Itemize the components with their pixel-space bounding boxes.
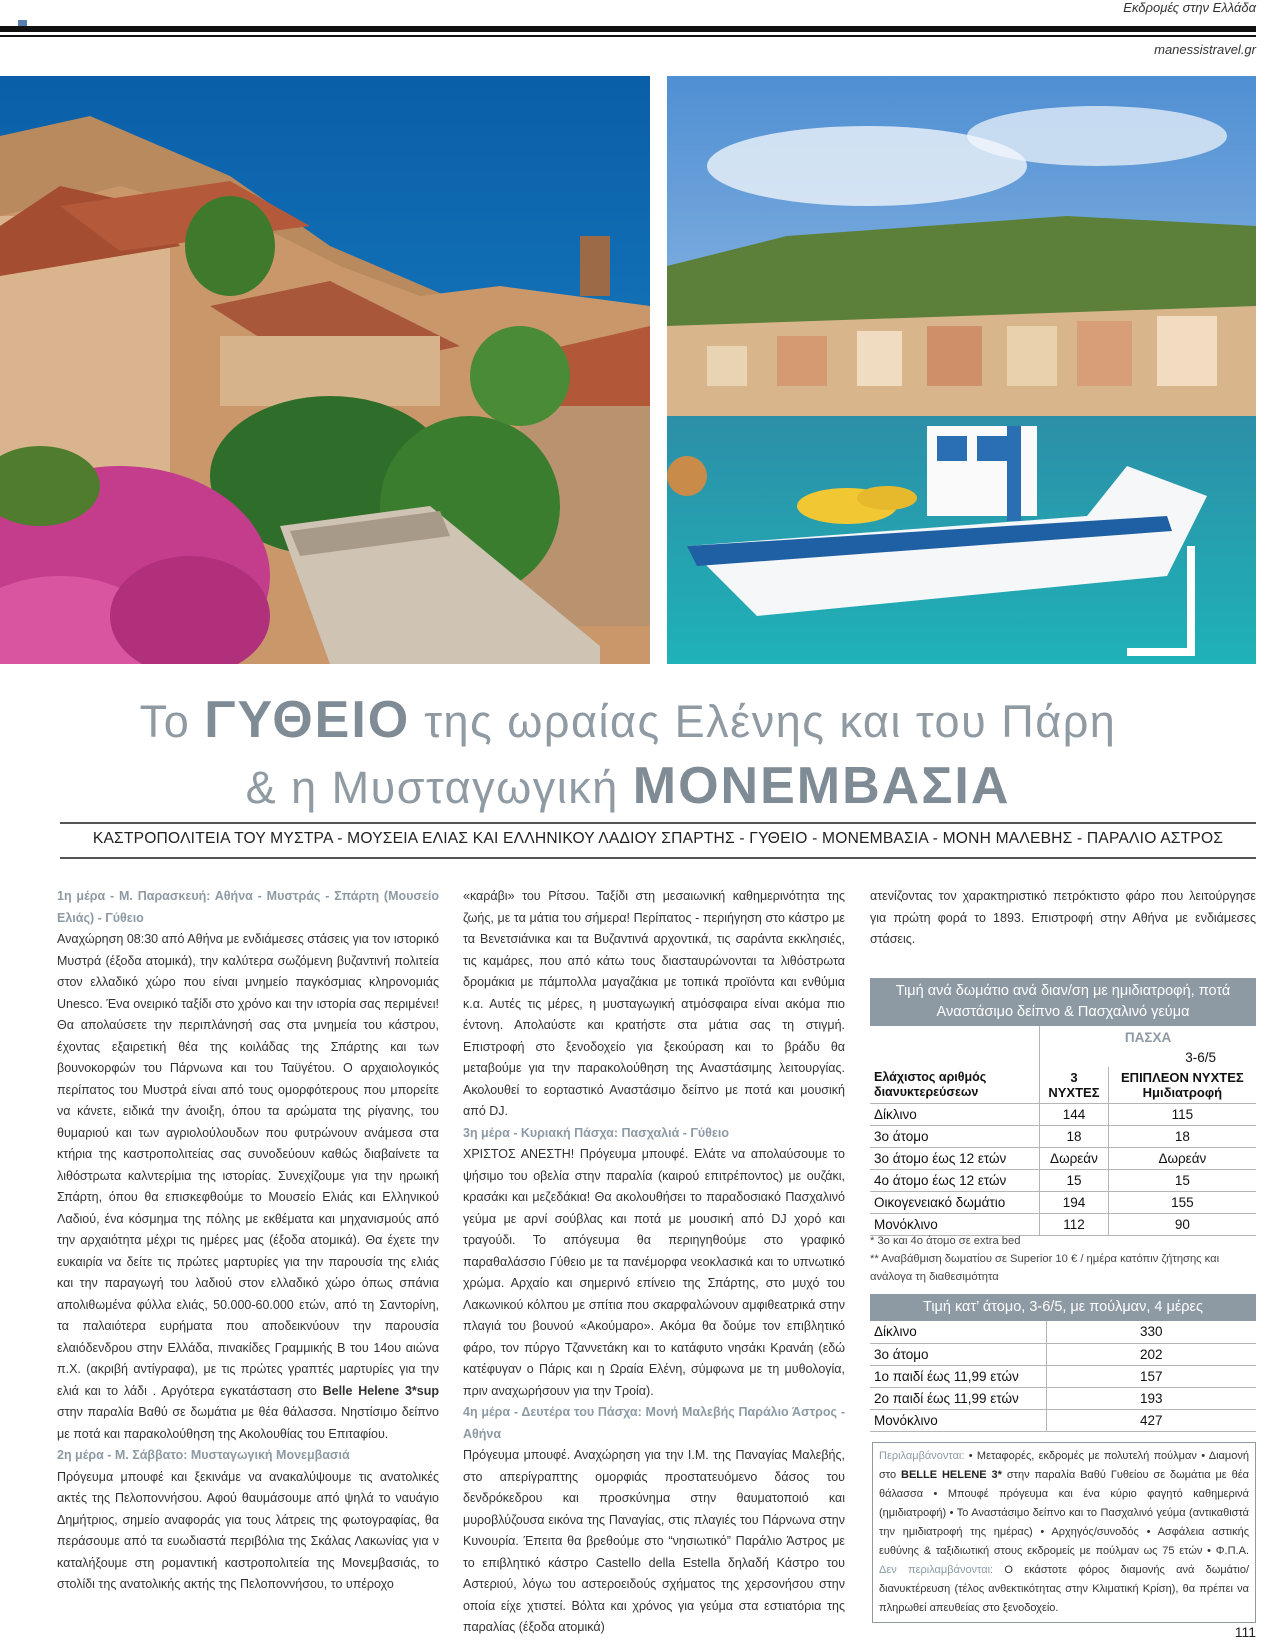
inclusions-text-b: στην παραλία Βαθύ Γυθείου σε δωμάτια με θέα θάλασσα • Μπουφέ πρόγευμα και ένα κύριο φαγητό καθημερινά (ημιδιατροφή) • Το Αναστάσιμο δείπνο και το Πασχαλινό γεύμα (αντικαθιστά την ημιδιατροφή της ημέρας) • Αρχηγός/συνοδός • Ασφάλεια αστικής ευθύνης & ταξιδιωτική στους εκδρομείς με πούλμαν ως 75 ετών • Φ.Π.Α.: [879, 1469, 1250, 1557]
price-row-value: 193: [1046, 1387, 1256, 1409]
headline-line-1-post: της ωραίας Ελένης και του Πάρη: [410, 696, 1117, 747]
subhead-rule-top: [60, 822, 1256, 824]
price-row-extra-night: 90: [1108, 1213, 1256, 1235]
subhead-destinations: ΚΑΣΤΡΟΠΟΛΙΤΕΙΑ ΤΟΥ ΜΥΣΤΡΑ - ΜΟΥΣΕΙΑ ΕΛΙΑΣ ΚΑΙ ΕΛΛΗΝΙΚΟΥ ΛΑΔΙΟΥ ΣΠΑΡΤΗΣ - ΓΥΘΕΙΟ - ΜΟΝΕΜΒΑΣΙΑ - ΜΟΝΗ ΜΑΛΕΒΗΣ - ΠΑΡΑΛΙΟ ΑΣΤΡΟΣ: [92, 830, 1224, 847]
price-row-3-nights: 18: [1040, 1125, 1109, 1147]
price-row-3-nights: 15: [1040, 1169, 1109, 1191]
subhead-rule-bottom: [60, 857, 1256, 859]
price-row-label: 3ο άτομο έως 12 ετών: [870, 1147, 1040, 1169]
price-row-3-nights: Δωρεάν: [1040, 1147, 1109, 1169]
headline-gytheio: ΓΥΘΕΙΟ: [204, 691, 411, 749]
price-table-room-note-1: * 3ο και 4ο άτομο σε extra bed: [870, 1235, 1021, 1247]
day2-text-part1: Πρόγευμα μπουφέ και ξεκινάμε να ανακαλύψουμε τις ανατολικές ακτές της Πελοποννήσου. Αφού θαυμάσουμε από ψηλά το ναυάγιο Δημήτριος, σημείο αναφοράς για τους λάτρεις της φωτογραφίας, θα περάσουμε από τα ευωδιαστά περιβόλια της Σκάλας Λακωνίας για ν καταλήξουμε στη ρομαντική καστροπολιτεία της Μονεμβασιάς, το στολίδι της ανατολικής ακτής της Πελοποννήσου, το υπέροχο: [57, 1469, 439, 1591]
day4-text-part1: Πρόγευμα μπουφέ. Αναχώρηση για την Ι.Μ. της Παναγίας Μαλεβής, στο απερίγραπτης ομορφιάς προστατευόμενο δάσος του δενδρόκεδρου και προσκύνημα στην θαυματοποιό και μυροβλύζουσα εικόνα της Παναγίας, στις πλαγιές του Πάρνωνα στην Κυνουρία. Έπειτα θα βρεθούμε στο “νησιωτικό” Παράλιο Άστρος με το επιβλητικό κάστρο Castello della Estella δηλαδή Κάστρο του Αστεριού, λόγω του αστεροειδούς σχήματος της χερσονήσου στην οποία είχε χτιστεί. Βόλτα και χρόνος για γεύμα στα εστιατόρια της παραλίας (έξοδα ατομικά): [463, 1448, 845, 1634]
day3-title: 3η μέρα - Κυριακή Πάσχα: Πασχαλιά - Γύθειο: [463, 1125, 729, 1140]
price-row-3-nights: 144: [1040, 1103, 1109, 1125]
headline-line-2: [0, 754, 1256, 820]
price-table-room-min-label: Ελάχιστος αριθμός διανυκτερεύσεων: [870, 1067, 1040, 1103]
price-table-person-row: [870, 1343, 1256, 1365]
price-table-person-row: [870, 1387, 1256, 1409]
price-table-room-corner-2: [870, 1048, 1040, 1067]
price-table-room-period: ΠΑΣΧΑ: [1040, 1026, 1256, 1048]
price-table-person-title: Τιμή κατ’ άτομο, 3-6/5, με πούλμαν, 4 μέρες: [870, 1294, 1256, 1321]
header-rule-thin: [0, 35, 1256, 37]
price-row-label: 4ο άτομο έως 12 ετών: [870, 1169, 1040, 1191]
headline-monemvasia: ΜΟΝΕΜΒΑΣΙΑ: [632, 757, 1011, 815]
day1-text: [57, 929, 439, 1445]
price-table-person-row: [870, 1321, 1256, 1343]
price-table-room-row: [870, 1147, 1256, 1169]
price-table-room-row: [870, 1125, 1256, 1147]
price-row-value: 330: [1046, 1321, 1256, 1343]
price-table-room-note-2: ** Αναβάθμιση δωματίου σε Superior 10 € / ημέρα κατόπιν ζήτησης και ανάλογα τη διαθεσιμότητα: [870, 1253, 1220, 1283]
day1-title: 1η μέρα - Μ. Παρασκευή: Αθήνα - Μυστράς - Σπάρτη (Μουσείο Ελιάς) - Γύθειο: [57, 889, 439, 925]
headline-line-1: [0, 688, 1256, 754]
exclusions-text: Ο εκάστοτε φόρος διαμονής ανά δωμάτιο/ διανυκτέρευση (τέλος ανθεκτικότητας στην Κλιματική Κρίση), θα πρέπει να πληρωθεί απευθείας στο ξενοδοχείο.: [879, 1564, 1250, 1614]
day2-text-part2: «καράβι» του Ρίτσου. Ταξίδι στη μεσαιωνική καθημερινότητα της ζωής, με τα μάτια του σήμερα! Περίπατος - περιήγηση στο κάστρο με τα Βενετσιάνικα και τα Βυζαντινά αρχοντικά, τις σαράντα εκκλησιές, τις καμάρες, που από κάτω τους διασταυρώνονται τα λιθόστρωτα δρομάκια με πάμπολλα μαγαζάκια με τοπικά προϊόντα και ενθύμια κ.α. Αυτές τις μέρες, η μυσταγωγική ατμόσφαιρα είναι ακόμα πιο έντονη. Απολαύστε και κρατήστε στα μάτια σας τη στιγμή. Επιστροφή στο ξενοδοχείο για ξεκούραση και το βράδυ θα μεταβούμε για την παρακολούθηση της Αναστάσιμης λειτουργίας. Ακολουθεί το εορταστικό Αναστάσιμο δείπνο με ποτά και μουσική από DJ.: [463, 889, 845, 1118]
price-table-person-row: [870, 1365, 1256, 1387]
price-row-extra-night: 115: [1108, 1103, 1256, 1125]
price-row-label: 2ο παιδί έως 11,99 ετών: [870, 1387, 1046, 1409]
price-table-room-row: [870, 1103, 1256, 1125]
day1-text-b: στην παραλία Βαθύ σε δωμάτια με θέα θάλασσα. Νηστίσιμο δείπνο με ποτά και παρακολούθηση της Ακολουθίας του Επιταφίου.: [57, 1405, 439, 1441]
day4-title: 4η μέρα - Δευτέρα του Πάσχα: Μονή Μαλεβής Παράλιο Άστρος - Αθήνα: [463, 1405, 845, 1441]
price-table-room-row: [870, 1169, 1256, 1191]
photo-monemvasia: [0, 76, 650, 664]
price-table-person-row: [870, 1409, 1256, 1431]
price-row-extra-night: 155: [1108, 1191, 1256, 1213]
price-table-person: [870, 1294, 1256, 1432]
price-row-label: Δίκλινο: [870, 1103, 1040, 1125]
price-table-room-col2: ΕΠΙΠΛΕΟΝ ΝΥΧΤΕΣ Ημιδιατροφή: [1108, 1067, 1256, 1103]
day3-text: ΧΡΙΣΤΟΣ ΑΝΕΣΤΗ! Πρόγευμα μπουφέ. Ελάτε να απολαύσουμε το ψήσιμο του οβελία στην παραλία (καιρού επιτρέποντος) με ουζάκι, κρασάκι και μεζεδάκια! Θα ακολουθήσει το παραδοσιακό Πασχαλινό γεύμα με αρνί σούβλας και ποτά με μουσική από DJ χορό και τραγούδι. Το απόγευμα θα περιηγηθούμε στο γραφικό παραθαλάσσιο Γύθειο με τα πανέμορφα νεοκλασικά και το υπνωτικό χρώμα. Αρχαίο και σημερινό επίνειο της Σπάρτης, στο μυχό του Λακωνικού κόλπου με σπίτια που σκαρφαλώνουν αμφιθεατρικά στην πλαγιά του βουνού «Ακούμαρο». Ακόμα θα δούμε τον επιβλητικό φάρο, τον πύργο Τζαννετάκη και το κατάφυτο νησάκι Κρανάη (εδώ κατέφυγαν ο Πάρις και η Ωραία Ελένη, σύμφωνα με τη μυθολογία, πριν αναχωρήσουν για την Τροία).: [463, 1147, 845, 1398]
price-table-room-corner: [870, 1026, 1040, 1048]
price-row-label: Μονόκλινο: [870, 1213, 1040, 1235]
inclusions-label: Περιλαμβάνονται:: [879, 1450, 965, 1462]
day1-text-a: Αναχώρηση 08:30 από Αθήνα με ενδιάμεσες στάσεις για τον ιστορικό Μυστρά (έξοδα ατομικά), την καλύτερα σωζόμενη βυζαντινή πολιτεία στον ελλαδικό χώρο που είναι μνημείο παγκόσμιας κληρονομιάς Unesco. Ένα ονειρικό ταξίδι στο χρόνο και την ιστορία σας περιμένει! Θα απολαύσετε την περιπλάνησή σας στα μνημεία του κάστρου, έχοντας εξαιρετική θέα της κοιλάδας της Σπάρτης και των βουνοκορφών του Πάρνωνα και του Ταϋγέτου. Ο αρχαιολογικός περίπατος του Μυστρά είναι από τους ομορφότερους που μπορείτε να κάνετε, ειδικά την άνοιξη, όπου τα αρώματα της ρίγανης, του θυμαριού και των αγριολούλουδων που φυτρώνουν ανάμεσα στα κτήρια της καστροπολιτείας σας συνοδεύουν καθώς διαβαίνετε τα λιθόστρωτα καλντερίμια της ιστορίας. Συνεχίζουμε για την ηρωική Σπάρτη, όπου θα επισκεφθούμε το Μουσείο Ελιάς και Ελληνικού Λαδιού, ένα κόσμημα της πόλης με εκθέματα και μηχανισμούς από την αρχαιότητα μέχρι τις ημέρες μας (έξοδα ατομικά). Θα έχετε την ευκαιρία να δείτε τις πρώτες μαρτυρίες για την παρουσία της ελιάς και την παραγωγή του λαδιού στον ελλαδικό χώρο όπως σπάνια απολιθωμένα φύλλα ελιάς, 50.000-60.000 ετών, από τη Σαντορίνη, τα παλαιότερα ευρήματα που αποδεικνύουν την παρουσία ελαιόδενδρου στην Ελλάδα, πινακίδες Γραμμικής Β του 14ου αιώνα π.Χ. (ακριβή αντίγραφα), με τις πρώτες γραπτές μαρτυρίες για την ελιά και το λάδι . Αργότερα εγκατάσταση στο: [57, 932, 439, 1398]
page-number: 111: [1234, 1624, 1256, 1640]
headline-line-2-pre: & η Μυσταγωγική: [245, 762, 633, 813]
photo-gytheio-harbour: [667, 76, 1256, 664]
section-label: Εκδρομές στην Ελλάδα: [1123, 0, 1256, 15]
header-rule-thick: [0, 26, 1256, 32]
price-row-label: Δίκλινο: [870, 1321, 1046, 1343]
headline-line-1-pre: Το: [139, 696, 205, 747]
price-row-value: 427: [1046, 1409, 1256, 1431]
price-row-extra-night: Δωρεάν: [1108, 1147, 1256, 1169]
price-row-label: 3ο άτομο: [870, 1125, 1040, 1147]
price-row-3-nights: 112: [1040, 1213, 1109, 1235]
price-row-extra-night: 15: [1108, 1169, 1256, 1191]
headline: [0, 688, 1256, 820]
day1-hotel: Belle Helene 3*sup: [322, 1383, 439, 1398]
inclusions-box: [872, 1442, 1256, 1623]
price-row-label: Οικογενειακό δωμάτιο: [870, 1191, 1040, 1213]
day2-title: 2η μέρα - Μ. Σάββατο: Μυσταγωγική Μονεμβασιά: [57, 1448, 350, 1462]
inclusions-hotel: BELLE HELENE 3*: [901, 1469, 1002, 1481]
price-row-extra-night: 18: [1108, 1125, 1256, 1147]
itinerary-column-2: [463, 886, 845, 1639]
inclusions-text-a: • Μεταφορές, εκδρομές με πολυτελή πούλμαν • Διαμονή στο: [879, 1450, 1249, 1481]
price-table-room-row: [870, 1191, 1256, 1213]
itinerary-column-1: [57, 886, 439, 1596]
site-url: manessistravel.gr: [1154, 42, 1256, 57]
price-table-room-dates: 3-6/5: [1040, 1048, 1256, 1067]
price-row-value: 202: [1046, 1343, 1256, 1365]
price-row-label: Μονόκλινο: [870, 1409, 1046, 1431]
price-table-room-title: Τιμή ανά δωμάτιο ανά διαν/ση με ημιδιατροφή, ποτά Αναστάσιμο δείπνο & Πασχαλινό γεύμα: [870, 978, 1256, 1026]
day4-text-part2: ατενίζοντας τον χαρακτηριστικό πετρόκτιστο φάρο που λειτούργησε για πρώτη φορά το 1893. Επιστροφή στην Αθήνα με ενδιάμεσες στάσεις.: [870, 889, 1256, 946]
price-row-label: 1ο παιδί έως 11,99 ετών: [870, 1365, 1046, 1387]
price-row-value: 157: [1046, 1365, 1256, 1387]
price-table-room: [870, 978, 1256, 1236]
price-row-label: 3ο άτομο: [870, 1343, 1046, 1365]
price-row-3-nights: 194: [1040, 1191, 1109, 1213]
price-table-room-col1: 3 ΝΥΧΤΕΣ: [1040, 1067, 1109, 1103]
exclusions-label: Δεν περιλαμβάνονται:: [879, 1564, 994, 1576]
